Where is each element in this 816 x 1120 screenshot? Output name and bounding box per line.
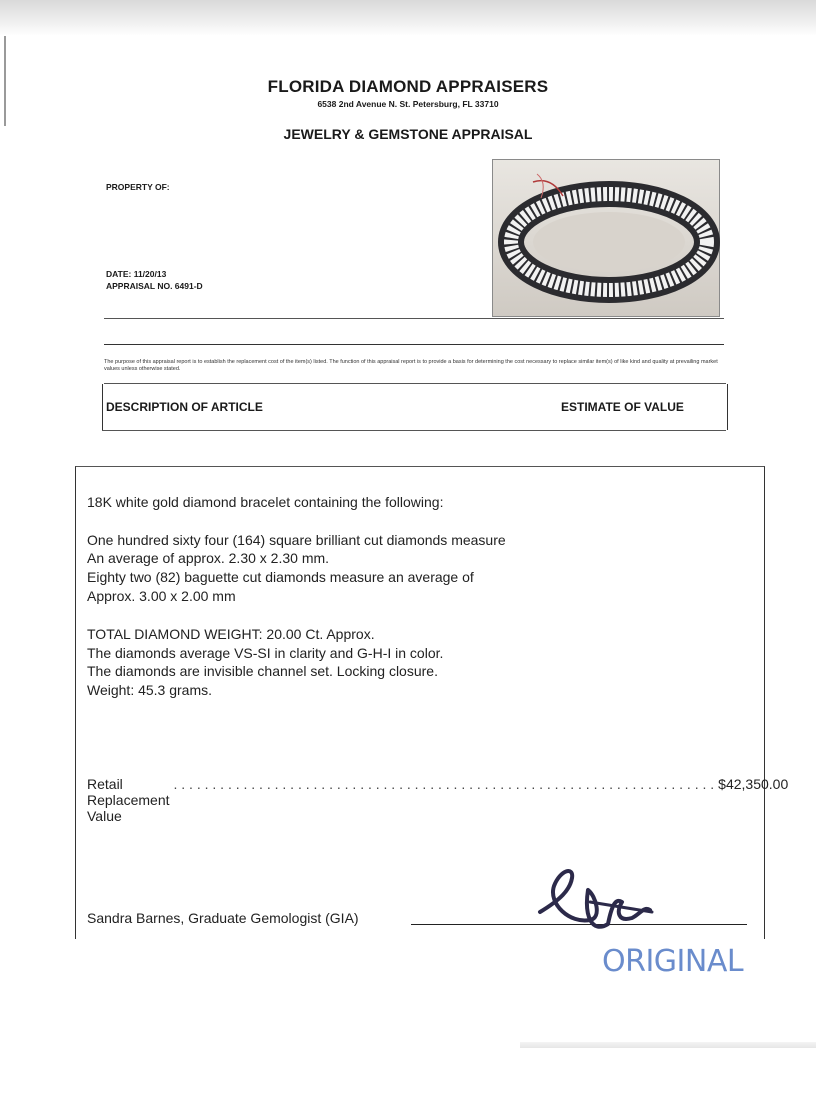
scan-shadow-top [0,0,816,36]
scan-shadow-bottom [520,1042,816,1048]
appraiser-name: Sandra Barnes, Graduate Gemologist (GIA) [87,910,359,926]
item-detail: Approx. 3.00 x 2.00 mm [87,588,236,604]
item-detail: Eighty two (82) baguette cut diamonds measure an average of [87,569,474,585]
item-summary: 18K white gold diamond bracelet containing the following: [87,494,444,510]
purpose-statement: The purpose of this appraisal report is to establish the replacement cost of the item(s) listed. The function of this appraisal report is to provide a basis for determining the cost necessary to replace similar item(s) of like kind and quality at prevailing market values unless otherwise stated. [104,359,718,372]
item-detail: Weight: 45.3 grams. [87,682,213,698]
bracelet-image [493,160,719,316]
separator-rule [104,318,724,319]
item-detail: The diamonds average VS-SI in clarity and G-H-I in color. [87,645,444,661]
bracelet-photo [492,159,720,317]
retail-value-label: Retail Replacement Value [87,776,170,824]
item-detail: An average of approx. 2.30 x 2.30 mm. [87,550,330,566]
handwritten-signature [530,860,670,940]
original-stamp: ORIGINAL [602,944,744,979]
company-address: 6538 2nd Avenue N. St. Petersburg, FL 33710 [317,99,499,109]
retail-value-amount: $42,350.00 [718,776,789,792]
leader-dots: . . . . . . . . . . . . . . . . . . . . . . . . . . . . . . . . . . . . . . . . . . . . . . . . . . . . . . . . . . . . . . . . . . . . . . [173,776,715,792]
retail-value-line [87,776,789,824]
separator-rule [104,344,724,345]
company-name: FLORIDA DIAMOND APPRAISERS [267,77,549,96]
property-of-label: PROPERTY OF: [106,182,170,192]
document-type: JEWELRY & GEMSTONE APPRAISAL [283,126,533,142]
description-header: DESCRIPTION OF ARTICLE [106,400,263,414]
item-detail: The diamonds are invisible channel set. Locking closure. [87,663,438,679]
separator-rule [102,430,726,431]
estimate-header: ESTIMATE OF VALUE [561,400,684,414]
appraisal-date: DATE: 11/20/13 [106,269,167,279]
item-detail: TOTAL DIAMOND WEIGHT: 20.00 Ct. Approx. [87,626,375,642]
item-detail: One hundred sixty four (164) square brilliant cut diamonds measure [87,532,506,548]
appraisal-number: APPRAISAL NO. 6491-D [106,281,203,291]
